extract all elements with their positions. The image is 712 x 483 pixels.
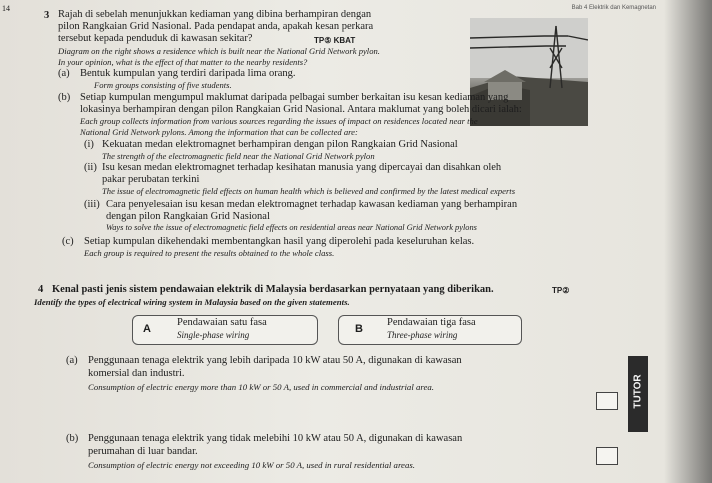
q3b-iii-text-en: Ways to solve the issue of electromagnetic field effects on residential areas near National Grid Network pylons: [106, 223, 477, 232]
q3a-text-ms: Bentuk kumpulan yang terdiri daripada lima orang.: [80, 68, 296, 79]
q4b-text-en: Consumption of electric energy not exceeding 10 kW or 50 A, used in rural residential areas.: [88, 460, 415, 470]
q3b-i-label: (i): [84, 139, 94, 150]
q3b-ii-text-ms-1: Isu kesan medan elektromagnet terhadap kesihatan manusia yang dipercayai dan disahkan oleh: [102, 162, 502, 173]
option-a-text-en: Single-phase wiring: [177, 330, 250, 340]
option-a-box: [132, 315, 318, 345]
option-a-text-ms: Pendawaian satu fasa: [177, 317, 267, 328]
q3-number: 3: [44, 10, 50, 21]
q3b-iii-text-ms-1: Cara penyelesaian isu kesan medan elektromagnet terhadap kawasan kediaman yang berhampiran: [106, 199, 518, 210]
q3c-label: (c): [62, 236, 74, 247]
q3-text-en-1: Diagram on the right shows a residence which is built near the National Grid Network pylon.: [58, 46, 380, 56]
q4-number: 4: [38, 284, 44, 295]
q4-text-ms: Kenal pasti jenis sistem pendawaian elektrik di Malaysia berdasarkan pernyataan yang diberikan.: [52, 284, 494, 295]
q3-text-ms-3: tersebut kepada penduduk di kawasan sekitar?: [58, 33, 253, 44]
q3b-ii-label: (ii): [84, 162, 97, 173]
q3b-text-ms-1: Setiap kumpulan mengumpul maklumat daripada pelbagai sumber berkaitan isu kesan kediaman yang: [80, 92, 509, 103]
option-a-letter: A: [143, 323, 151, 335]
q3-text-ms-2: pilon Rangkaian Grid Nasional. Pada pendapat anda, apakah kesan perkara: [58, 21, 374, 32]
q3-text-en-2: In your opinion, what is the effect of that matter to the nearby residents?: [58, 57, 308, 67]
q3b-iii-label: (iii): [84, 199, 100, 210]
option-b-text-ms: Pendawaian tiga fasa: [387, 317, 476, 328]
q4-tag: TP②: [552, 286, 570, 295]
q3a-label: (a): [58, 68, 70, 79]
q3-tags: TP⑤ KBAT: [314, 36, 356, 45]
page-number: 14: [2, 4, 10, 13]
q3b-iii-text-ms-2: dengan pilon Rangkaian Grid Nasional: [106, 211, 270, 222]
option-b-box: [338, 315, 522, 345]
q4a-text-en: Consumption of electric energy more than 10 kW or 50 A, used in commercial and industrial area.: [88, 382, 434, 392]
option-b-letter: B: [355, 323, 363, 335]
q4-text-en: Identify the types of electrical wiring system in Malaysia based on the given statements.: [34, 297, 350, 307]
tutor-side-tab-label: TUTOR: [632, 374, 644, 409]
q4b-text-ms-1: Penggunaan tenaga elektrik yang tidak melebihi 10 kW atau 50 A, digunakan di kawasan: [88, 433, 463, 444]
q3b-ii-text-ms-2: pakar perubatan terkini: [102, 174, 200, 185]
q3c-text-en: Each group is required to present the results obtained to the whole class.: [84, 248, 335, 258]
q4b-label: (b): [66, 433, 79, 444]
q4b-text-ms-2: perumahan di luar bandar.: [88, 446, 198, 457]
q3b-i-text-ms: Kekuatan medan elektromagnet berhampiran dengan pilon Rangkaian Grid Nasional: [102, 139, 458, 150]
q3b-i-text-en: The strength of the electromagnetic field near the National Grid Network pylon: [102, 151, 375, 161]
q3b-text-ms-2: lokasinya berhampiran dengan pilon Rangkaian Grid Nasional. Antara maklumat yang boleh dicari ialah:: [80, 104, 522, 115]
q3b-text-en-1: Each group collects information from various sources regarding the issues of impact on residences located near the: [80, 116, 478, 126]
q3a-text-en: Form groups consisting of five students.: [94, 80, 232, 90]
q4b-answer-box[interactable]: [596, 447, 618, 465]
q3c-text-ms: Setiap kumpulan dikehendaki membentangkan hasil yang diperolehi pada keseluruhan kelas.: [84, 236, 475, 247]
q3b-label: (b): [58, 92, 71, 103]
option-b-text-en: Three-phase wiring: [387, 330, 458, 340]
q4a-label: (a): [66, 355, 78, 366]
q4a-answer-box[interactable]: [596, 392, 618, 410]
q4a-text-ms-2: komersial dan industri.: [88, 368, 185, 379]
q3-text-ms-1: Rajah di sebelah menunjukkan kediaman yang dibina berhampiran dengan: [58, 9, 372, 20]
q4a-text-ms-1: Penggunaan tenaga elektrik yang lebih daripada 10 kW atau 50 A, digunakan di kawasan: [88, 355, 462, 366]
q3b-ii-text-en: The issue of electromagnetic field effects on human health which is believed and confirmed by the latest medical experts: [102, 186, 516, 196]
chapter-header: Bab 4 Elektrik dan Kemagnetan: [571, 5, 656, 11]
q3b-text-en-2: National Grid Network pylons. Among the information that can be collected are:: [80, 127, 358, 137]
page-edge-shadow: [664, 0, 712, 483]
tutor-side-tab: [628, 356, 648, 432]
